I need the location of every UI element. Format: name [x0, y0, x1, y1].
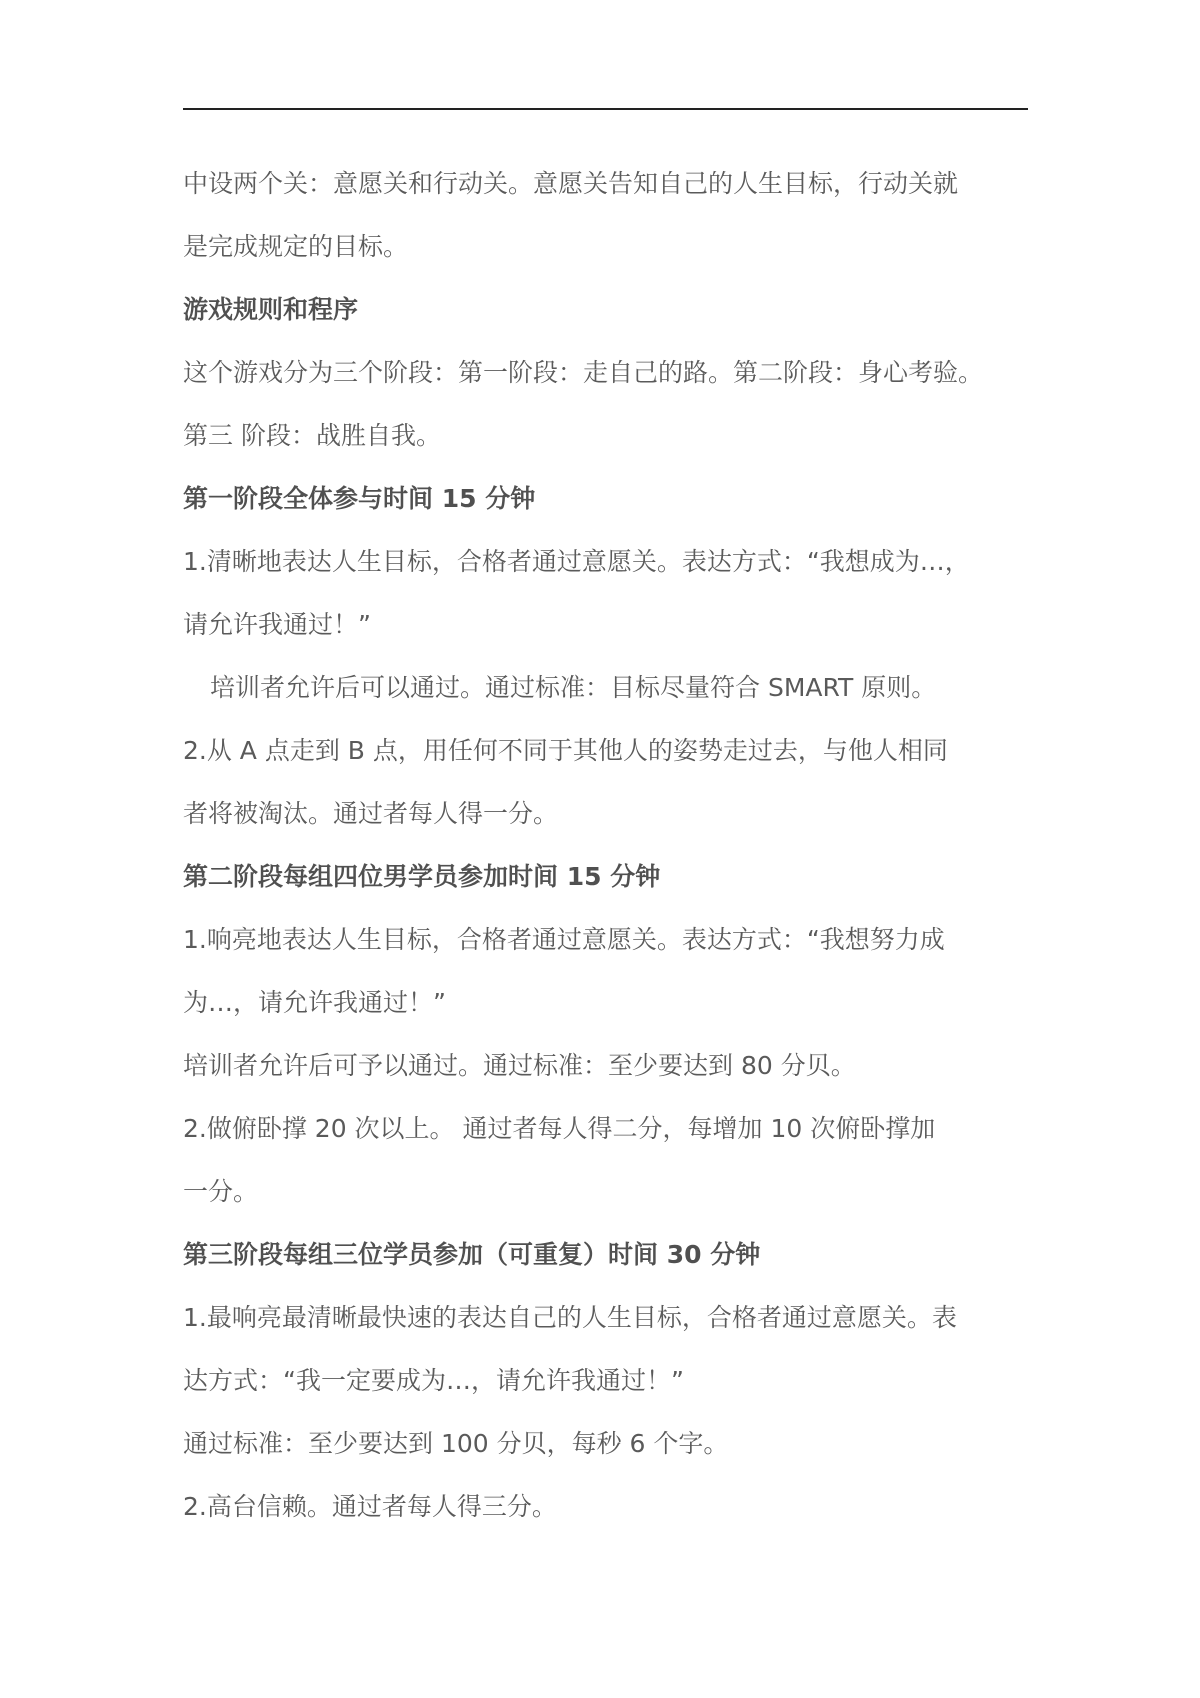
list-item-line: 1.清晰地表达人生目标，合格者通过意愿关。表达方式：“我想成为…， [183, 547, 970, 576]
section-heading-stage-1: 第一阶段全体参与时间 15 分钟 [183, 484, 536, 513]
list-item-line: 一分。 [183, 1177, 259, 1206]
paragraph-line: 通过标准：至少要达到 100 分贝，每秒 6 个字。 [183, 1429, 729, 1458]
paragraph-line: 这个游戏分为三个阶段：第一阶段：走自己的路。第二阶段：身心考验。 [183, 358, 984, 387]
list-item-line: 请允许我通过！” [183, 610, 371, 639]
paragraph-line: 是完成规定的目标。 [183, 232, 409, 261]
list-item-line: 1.响亮地表达人生目标，合格者通过意愿关。表达方式：“我想努力成 [183, 925, 945, 954]
section-heading-rules: 游戏规则和程序 [183, 295, 359, 324]
list-item-line: 达方式：“我一定要成为…，请允许我通过！” [183, 1366, 684, 1395]
paragraph-line: 第三 阶段：战胜自我。 [183, 421, 441, 450]
section-heading-stage-3: 第三阶段每组三位学员参加（可重复）时间 30 分钟 [183, 1240, 761, 1269]
list-item-line: 者将被淘汰。通过者每人得一分。 [183, 799, 559, 828]
paragraph-line: 培训者允许后可予以通过。通过标准：至少要达到 80 分贝。 [183, 1051, 856, 1080]
paragraph-line: 中设两个关：意愿关和行动关。意愿关告知自己的人生目标，行动关就 [183, 169, 959, 198]
list-item-line: 2.做俯卧撑 20 次以上。 通过者每人得二分，每增加 10 次俯卧撑加 [183, 1114, 936, 1143]
list-item-line: 1.最响亮最清晰最快速的表达自己的人生目标，合格者通过意愿关。表 [183, 1303, 957, 1332]
list-item-line: 为…，请允许我通过！” [183, 988, 446, 1017]
list-item-line: 2.高台信赖。通过者每人得三分。 [183, 1492, 557, 1521]
indented-line: 培训者允许后可以通过。通过标准：目标尽量符合 SMART 原则。 [210, 673, 937, 702]
header-rule [183, 108, 1028, 110]
list-item-line: 2.从 A 点走到 B 点，用任何不同于其他人的姿势走过去，与他人相同 [183, 736, 948, 765]
document-body [183, 152, 1033, 1538]
section-heading-stage-2: 第二阶段每组四位男学员参加时间 15 分钟 [183, 862, 661, 891]
